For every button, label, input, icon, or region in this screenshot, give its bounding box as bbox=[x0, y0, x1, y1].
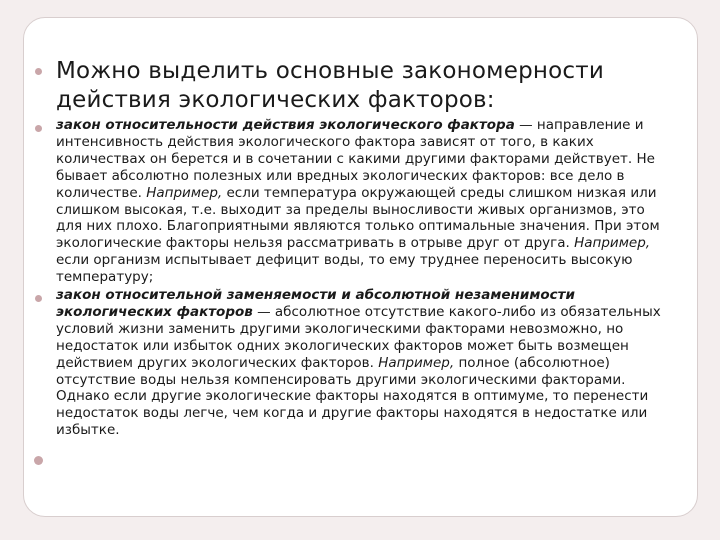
bullet-heading bbox=[35, 68, 42, 75]
law-relativity-term: закон относительности действия экологического фактора bbox=[56, 117, 515, 133]
law-replaceability-text-1: — абсолютное отсутствие какого-либо из обязательных условий жизни заменить другими экологическими факторами невозможно, но недостаток или избыток одних экологических факторов может быть возмещен действием других экологических факторов. bbox=[56, 303, 661, 371]
law-relativity-paragraph bbox=[56, 117, 666, 286]
law-relativity-example-2: Например, bbox=[574, 235, 651, 252]
law-relativity-text-1: — направление и интенсивность действия экологического фактора зависят от того, в каких количествах он берется и в сочетании с какими другими факторами действует. Не бывает абсолютно полезных или вредных экологических факторов: все дело в количестве. bbox=[56, 117, 655, 201]
bullet-empty bbox=[34, 456, 43, 465]
bullet-item-1 bbox=[35, 125, 42, 132]
law-replaceability-paragraph bbox=[56, 287, 666, 439]
law-relativity-text-3: если организм испытывает дефицит воды, то ему труднее переносить высокую температуру; bbox=[56, 252, 633, 286]
law-replaceability-term: закон относительной заменяемости и абсолютной незаменимости экологических факторов bbox=[56, 287, 575, 320]
bullet-item-2 bbox=[35, 295, 42, 302]
law-relativity-example-1: Например, bbox=[146, 184, 223, 201]
law-relativity-text-2: если температура окружающей среды слишком низкая или слишком высокая, т.е. выходит за пределы выносливости живых организмов, это для них плохо. Благоприятными являются только оптимальные значения. При этом экологические факторы нельзя рассматривать в отрыве друг от друга. bbox=[56, 184, 660, 252]
law-replaceability-text-2: полное (абсолютное) отсутствие воды нельзя компенсировать другими экологическими факторами. Однако если другие экологические факторы находятся в оптимуме, то перенести недостаток воды легче, чем когда и другие факторы находятся в недостатке или избытке. bbox=[56, 354, 649, 439]
slide-heading: Можно выделить основные закономерности действия экологических факторов: bbox=[56, 58, 604, 113]
law-replaceability-example-1: Например, bbox=[378, 354, 455, 371]
